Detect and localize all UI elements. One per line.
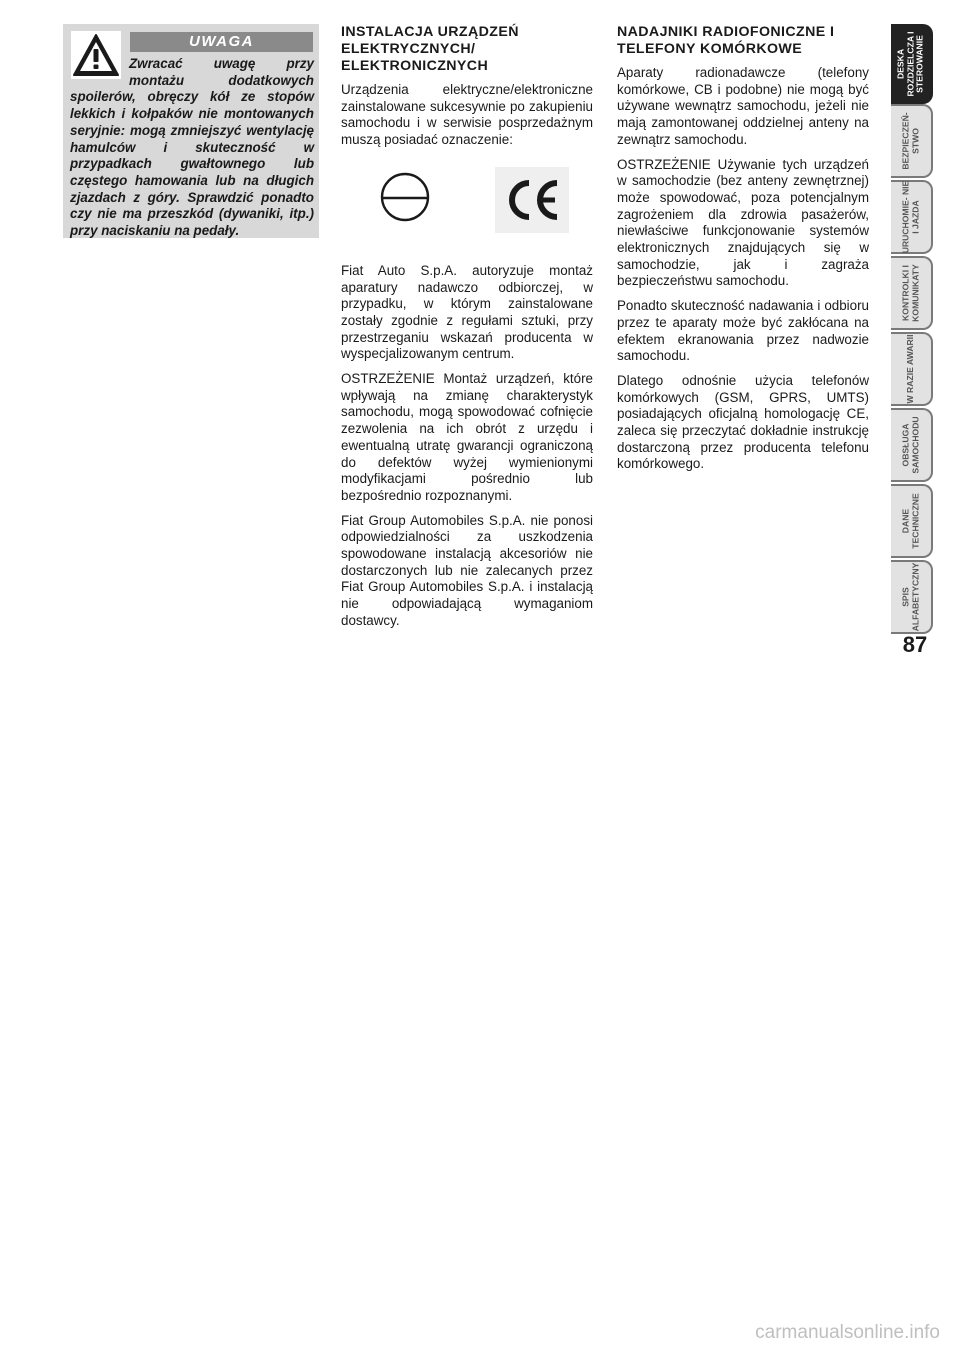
- paragraph: Dlatego odnośnie użycia telefonów komórkowych (GSM, GPRS, UMTS) posiadających oficjalną homologację CE, zalecа się przeczytać dokładnie instrukcję dostarczoną przez producenta telefonu komórkowego.: [617, 372, 869, 472]
- section-installation-intro: Urządzenia elektryczne/elektroniczne zainstalowane sukcesywnie po zakupieniu samochodu i w serwisie posprzedażnym muszą posiadać oznaczenie:: [341, 82, 593, 148]
- section-radio-heading: NADAJNIKI RADIOFONICZNE I TELEFONY KOMÓRKOWE: [617, 24, 835, 57]
- paragraph: Fiat Group Automobiles S.p.A. nie ponosi odpowiedzialności za uszkodzenia spowodowane instalacją akcesoriów nie dostarczonych lub nie zalecanych przez Fiat Group Automobiles S.p.A. i instalacją nie odpowiadającą wymaganiom dostawcy.: [341, 512, 593, 628]
- e-mark-icon: [379, 171, 431, 223]
- section-installation: [341, 24, 593, 638]
- warning-text: Zwracać uwagę przy montażu dodatkowych spoilerów, obręczy kół ze stopów lekkich i kołpaków nie montowanych seryjnie: mogą zmniejszyć wentylację hamulców i skuteczność w przypadkach gwałtownego lub częstego hamowania lub na długich zjazdach z góry. Sprawdzić ponadto czy nie ma przeszkód (dywaniki, itp.) przy naciskaniu na pedały.: [70, 56, 314, 239]
- section-installation-heading: INSTALACJA URZĄDZEŃ ELEKTRYCZNYCH/ ELEKTRONICZNYCH: [341, 24, 519, 74]
- paragraph: OSTRZEŻENIE Montaż urządzeń, które wpływają na zmianę charakterystyk samochodu, mogą spowodować cofnięcie zezwolenia na ich obrót z urzędu i ewentualną utratę gwarancji ograniczoną do defektów wyżej wymienionymi modyfikacjami pośrednio lub bezpośrednio rozpoznanymi.: [341, 371, 593, 503]
- tab-label: URUCHOMIE- NIE I JAZDA: [900, 180, 920, 254]
- tab-label: OBSŁUGA SAMOCHODU: [900, 416, 920, 474]
- ce-mark-icon: [495, 167, 569, 233]
- tab-label: DESKA ROZDZIELCZA I STEROWANIE: [895, 31, 925, 97]
- tab-label: BEZPIECZEŃ- STWO: [900, 112, 920, 170]
- tab-label: DANE TECHNICZNE: [900, 493, 920, 549]
- tab-w-razie-awarii[interactable]: [891, 332, 933, 406]
- tab-bezpieczenstwo[interactable]: [891, 104, 933, 178]
- tab-label: SPIS ALFABETYCZNY: [900, 562, 920, 632]
- tab-spis-alfabetyczny[interactable]: [891, 560, 933, 634]
- tab-deska-rozdzielcza[interactable]: [891, 24, 933, 104]
- paragraph: OSTRZEŻENIE Używanie tych urządzeń w samochodzie (bez anteny zewnętrznej) może spowodować, poza potencjalnym zagrożeniem dla zdrowia pasażerów, niewłaściwe funkcjonowanie systemów elektronicznych znajdujących się w samochodzie, jak i zagraża bezpieczeństwu samochodu.: [617, 156, 869, 289]
- tab-uruchomienie[interactable]: [891, 180, 933, 254]
- paragraph: Aparaty radionadawcze (telefony komórkowe, CB i podobne) nie mogą być używane wewnątrz samochodu, jeżeli nie mają zamontowanej oddzielnej anteny na zewnątrz samochodu.: [617, 65, 869, 147]
- warning-box: [63, 24, 319, 238]
- warning-title: UWAGA: [130, 32, 313, 52]
- chapter-tabs: [891, 0, 960, 640]
- certification-marks: [341, 167, 593, 241]
- page-number: 87: [902, 632, 928, 657]
- paragraph: Ponadto skuteczność nadawania i odbioru przez te aparaty może być zakłócana na efektem ekranowania przez nadwozie samochodu.: [617, 298, 869, 364]
- tab-label: W RAZIE AWARII: [905, 334, 916, 404]
- paragraph: Fiat Auto S.p.A. autoryzuje montaż aparatury nadawczo odbiorczej, w przypadku, w którym zainstalowane zostały zgodnie z regułami sztuki, przy przestrzeganiu wskazań producenta w wyspecjalizowanym centrum.: [341, 262, 593, 362]
- section-radio-phones: [617, 24, 869, 481]
- watermark: carmanualsonline.info: [755, 1322, 940, 1343]
- tab-kontrolki[interactable]: [891, 256, 933, 330]
- tab-obsluga[interactable]: [891, 408, 933, 482]
- tab-dane-techniczne[interactable]: [891, 484, 933, 558]
- tab-label: KONTROLKI I KOMUNIKATY: [900, 264, 920, 322]
